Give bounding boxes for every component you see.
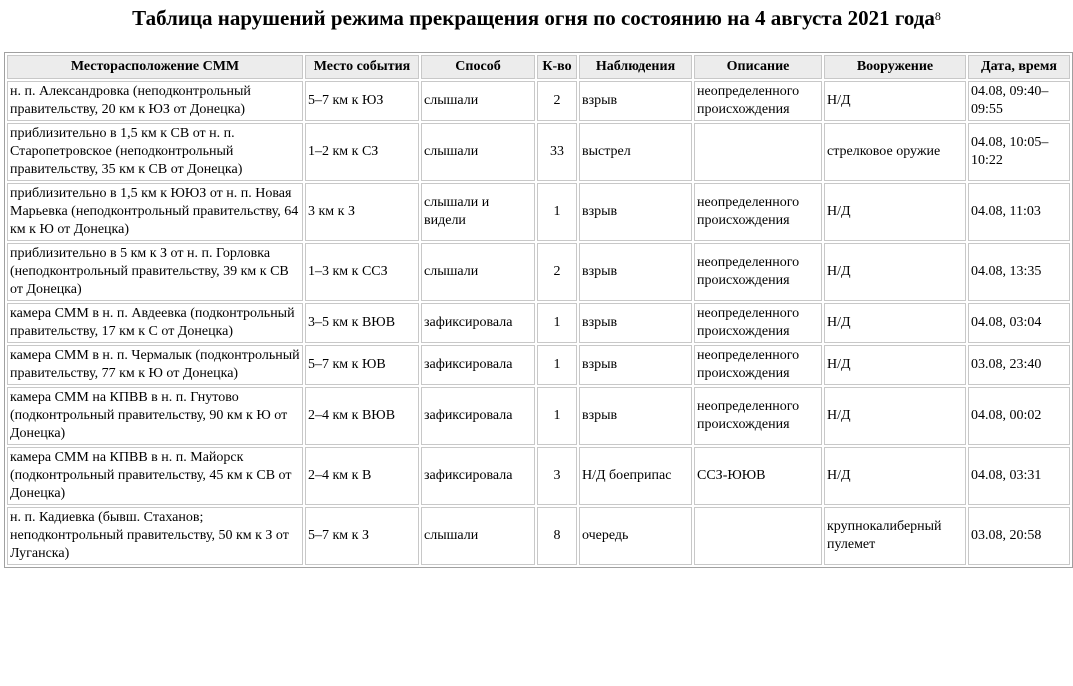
ceasefire-violations-table [4,52,1073,568]
cell-method: зафиксировала [421,387,535,445]
header-event-place: Место события [305,55,419,79]
cell-location: н. п. Кадиевка (бывш. Стаханов; неподконтрольный правительству, 50 км к З от Луганска) [7,507,303,565]
title-text: Таблица нарушений режима прекращения огня по состоянию на 4 августа 2021 года [132,6,935,30]
cell-method: слышали [421,243,535,301]
cell-method: слышали [421,123,535,181]
cell-datetime: 04.08, 10:05–10:22 [968,123,1070,181]
cell-observations: взрыв [579,183,692,241]
cell-observations: взрыв [579,387,692,445]
footnote-ref[interactable]: 8 [934,9,941,23]
cell-observations: взрыв [579,345,692,385]
cell-count: 8 [537,507,577,565]
header-weapons: Вооружение [824,55,966,79]
table-row [7,303,1070,343]
cell-description: неопределенного происхождения [694,81,822,121]
cell-observations: Н/Д боеприпас [579,447,692,505]
cell-count: 33 [537,123,577,181]
cell-weapons: стрелковое оружие [824,123,966,181]
cell-datetime: 04.08, 11:03 [968,183,1070,241]
cell-location: н. п. Александровка (неподконтрольный правительству, 20 км к ЮЗ от Донецка) [7,81,303,121]
cell-count: 1 [537,183,577,241]
cell-location: камера СММ на КПВВ в н. п. Майорск (подконтрольный правительству, 45 км к СВ от Донецка) [7,447,303,505]
table-row [7,183,1070,241]
header-row [7,55,1070,79]
cell-event-place: 2–4 км к В [305,447,419,505]
cell-location: приблизительно в 1,5 км к ЮЮЗ от н. п. Новая Марьевка (неподконтрольный правительству, 64 км к Ю от Донецка) [7,183,303,241]
cell-weapons: Н/Д [824,345,966,385]
cell-event-place: 3 км к З [305,183,419,241]
cell-count: 1 [537,387,577,445]
cell-location: приблизительно в 1,5 км к СВ от н. п. Старопетровское (неподконтрольный правительству, 35 км к СВ от Донецка) [7,123,303,181]
cell-description: неопределенного происхождения [694,345,822,385]
cell-datetime: 04.08, 13:35 [968,243,1070,301]
table-row [7,447,1070,505]
header-method: Способ [421,55,535,79]
cell-observations: выстрел [579,123,692,181]
cell-observations: взрыв [579,243,692,301]
cell-event-place: 3–5 км к ВЮВ [305,303,419,343]
cell-count: 2 [537,81,577,121]
cell-event-place: 2–4 км к ВЮВ [305,387,419,445]
cell-description: неопределенного происхождения [694,303,822,343]
table-row [7,387,1070,445]
header-datetime: Дата, время [968,55,1070,79]
header-location: Месторасположение СММ [7,55,303,79]
cell-count: 3 [537,447,577,505]
cell-description: неопределенного происхождения [694,387,822,445]
cell-location: камера СММ на КПВВ в н. п. Гнутово (подконтрольный правительству, 90 км к Ю от Донецка) [7,387,303,445]
cell-observations: взрыв [579,81,692,121]
cell-method: зафиксировала [421,345,535,385]
cell-datetime: 04.08, 03:04 [968,303,1070,343]
cell-location: камера СММ в н. п. Авдеевка (подконтрольный правительству, 17 км к С от Донецка) [7,303,303,343]
header-observations: Наблюдения [579,55,692,79]
cell-datetime: 03.08, 20:58 [968,507,1070,565]
cell-event-place: 5–7 км к З [305,507,419,565]
cell-event-place: 5–7 км к ЮЗ [305,81,419,121]
cell-weapons: Н/Д [824,183,966,241]
cell-description [694,123,822,181]
cell-event-place: 5–7 км к ЮВ [305,345,419,385]
cell-location: приблизительно в 5 км к З от н. п. Горловка (неподконтрольный правительству, 39 км к СВ от Донецка) [7,243,303,301]
cell-description: неопределенного происхождения [694,183,822,241]
cell-datetime: 04.08, 03:31 [968,447,1070,505]
cell-weapons: крупнокалиберный пулемет [824,507,966,565]
cell-method: зафиксировала [421,447,535,505]
header-count: К-во [537,55,577,79]
cell-description [694,507,822,565]
table-row [7,345,1070,385]
table-row [7,243,1070,301]
table-body [7,81,1070,565]
cell-datetime: 04.08, 09:40–09:55 [968,81,1070,121]
table-row [7,507,1070,565]
cell-method: зафиксировала [421,303,535,343]
cell-count: 1 [537,303,577,343]
cell-weapons: Н/Д [824,387,966,445]
cell-count: 1 [537,345,577,385]
cell-location: камера СММ в н. п. Чермалык (подконтрольный правительству, 77 км к Ю от Донецка) [7,345,303,385]
page-title [0,4,1073,32]
cell-observations: очередь [579,507,692,565]
cell-method: слышали [421,81,535,121]
cell-weapons: Н/Д [824,303,966,343]
cell-method: слышали [421,507,535,565]
cell-description: ССЗ-ЮЮВ [694,447,822,505]
cell-event-place: 1–3 км к ССЗ [305,243,419,301]
cell-count: 2 [537,243,577,301]
cell-datetime: 04.08, 00:02 [968,387,1070,445]
cell-description: неопределенного происхождения [694,243,822,301]
table-row [7,123,1070,181]
cell-observations: взрыв [579,303,692,343]
cell-weapons: Н/Д [824,81,966,121]
cell-method: слышали и видели [421,183,535,241]
cell-weapons: Н/Д [824,447,966,505]
cell-weapons: Н/Д [824,243,966,301]
cell-event-place: 1–2 км к СЗ [305,123,419,181]
cell-datetime: 03.08, 23:40 [968,345,1070,385]
table-row [7,81,1070,121]
header-description: Описание [694,55,822,79]
